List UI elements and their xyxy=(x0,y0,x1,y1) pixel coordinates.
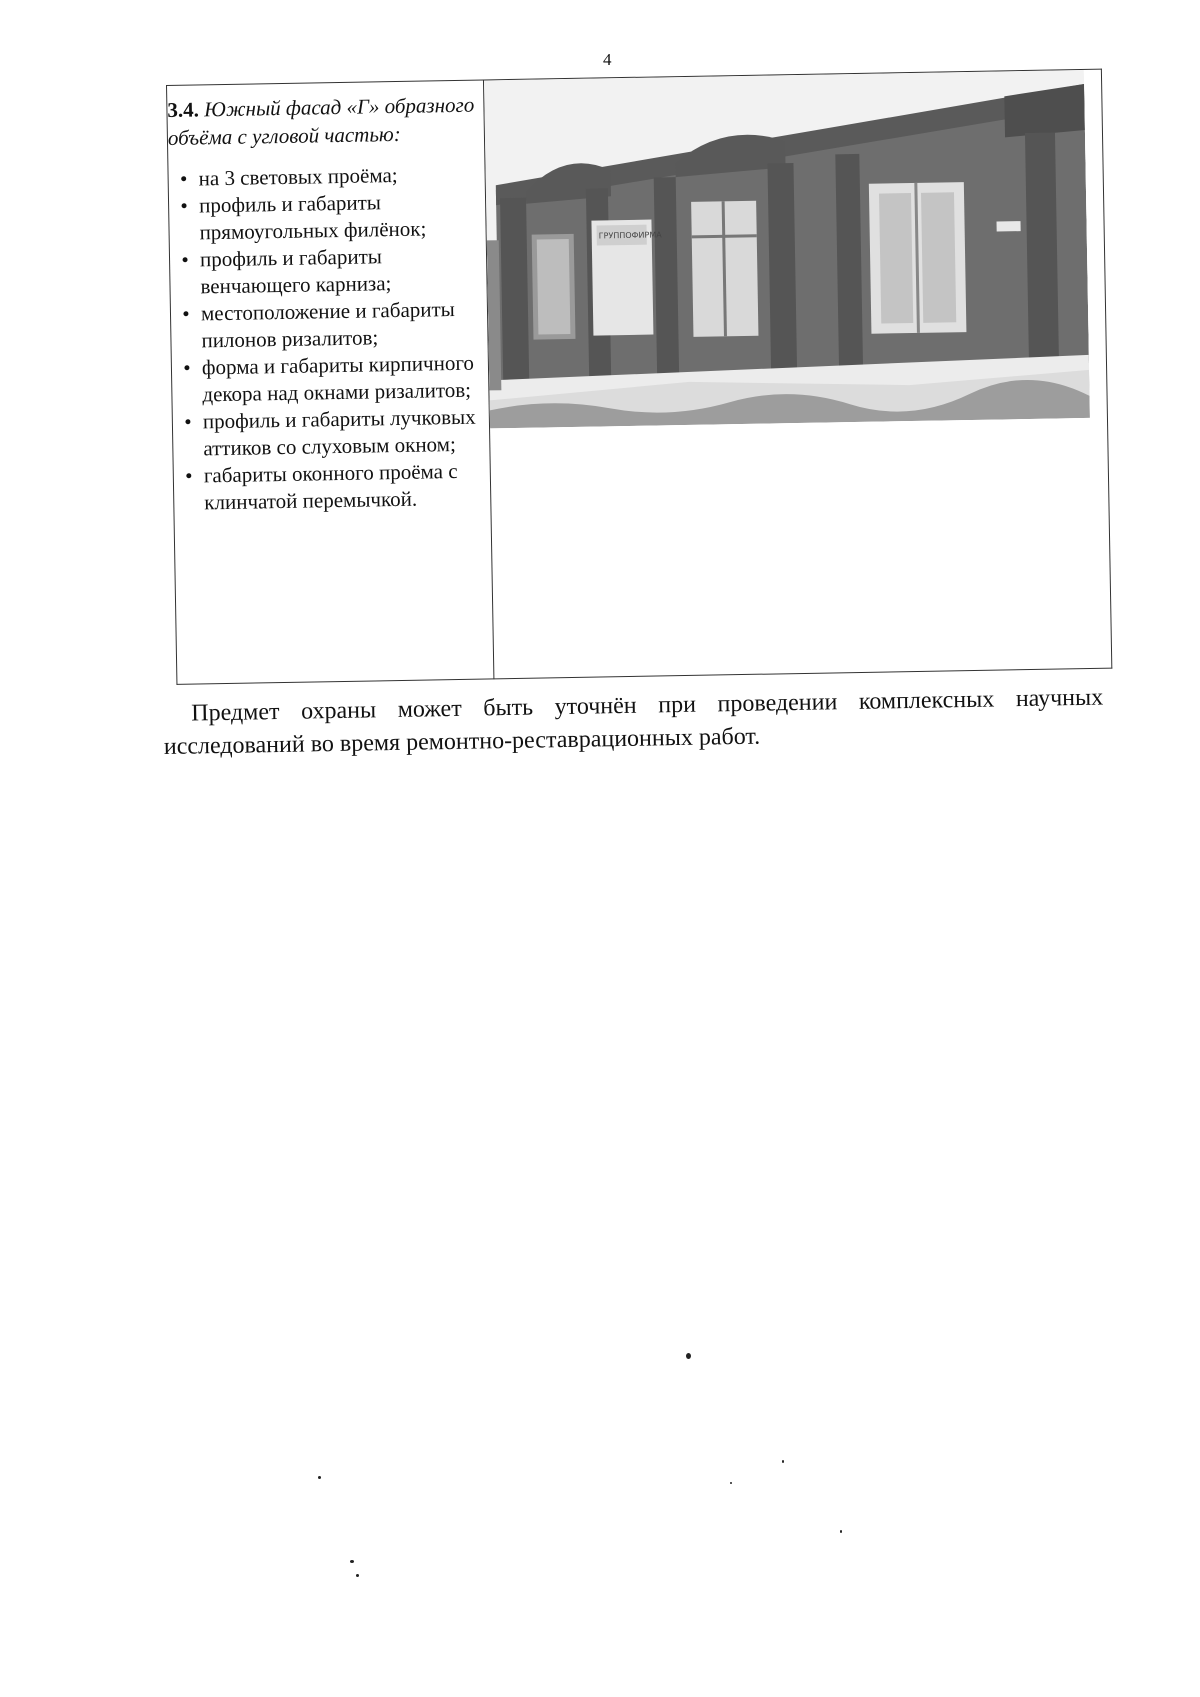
list-item: • профиль и габариты лучковых аттиков со слуховым окном; xyxy=(183,404,476,461)
list-item: • профиль и габариты прямоугольных филёнок; xyxy=(180,190,427,245)
list-item: • форма и габариты кирпичного декора над окнами ризалитов; xyxy=(183,350,475,407)
list-item: • габариты оконного проёма с клинчатой перемычкой. xyxy=(184,458,458,515)
photo-cell xyxy=(484,69,1112,679)
scan-speck xyxy=(782,1460,784,1463)
list-item: • местоположение и габариты пилонов ризалитов; xyxy=(182,296,455,353)
note-paragraph: Предмет охраны может быть уточнён при проведении комплексных научных исследований во время ремонтно-реставрационных работ. xyxy=(163,684,1104,760)
building-facade-photo xyxy=(484,70,1090,428)
scan-speck xyxy=(730,1482,732,1484)
scan-speck xyxy=(840,1530,842,1533)
scan-speck xyxy=(686,1353,691,1359)
list-item: • профиль и габариты венчающего карниза; xyxy=(181,244,392,299)
item-heading xyxy=(167,91,476,152)
sign-text: ГРУППОФИРМА xyxy=(598,230,662,241)
scan-speck xyxy=(318,1476,321,1479)
scan-speck xyxy=(350,1560,354,1563)
table-row xyxy=(167,69,1112,684)
protection-table xyxy=(166,69,1112,685)
list-item: • на 3 световых проёма; xyxy=(179,162,398,191)
feature-list xyxy=(168,161,482,517)
scan-speck xyxy=(356,1574,359,1577)
item-number: 3.4. xyxy=(167,97,200,122)
description-cell xyxy=(167,80,494,684)
page-number: 4 xyxy=(603,50,612,69)
item-heading-text: Южный фасад «Г» образного объёма с угловой частью: xyxy=(167,92,475,150)
